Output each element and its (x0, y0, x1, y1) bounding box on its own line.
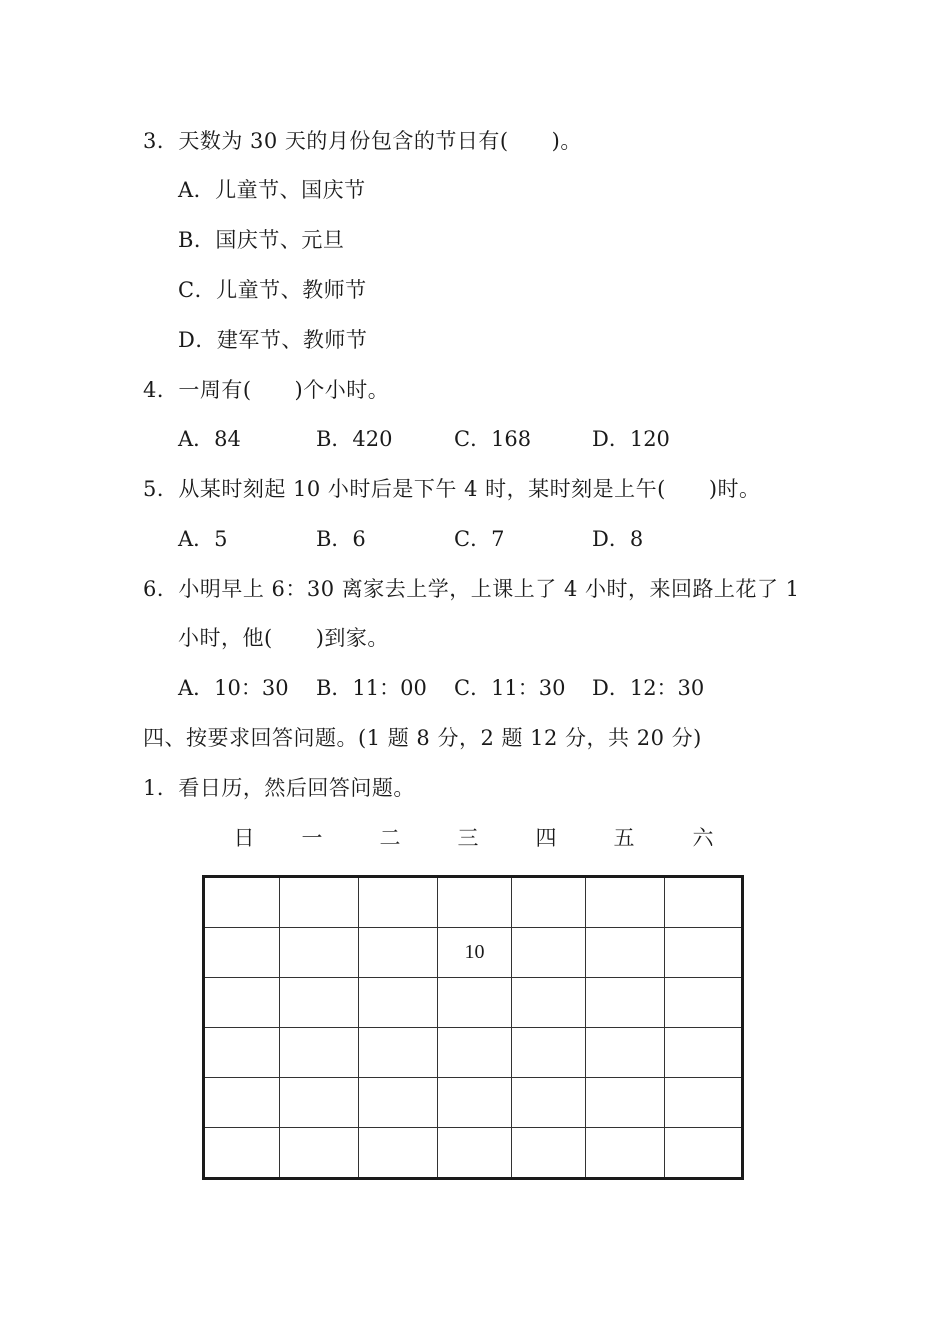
q5-option-b: B．6 (316, 527, 366, 551)
q6-option-c: C．11：30 (454, 676, 566, 700)
q3-stem: 3．天数为 30 天的月份包含的节日有( )。 (143, 129, 582, 153)
calendar-cell (438, 877, 512, 928)
q4-stem: 4．一周有( )个小时。 (143, 378, 390, 402)
calendar-row (204, 978, 743, 1028)
calendar-row (204, 928, 743, 978)
calendar-cell (359, 1028, 438, 1078)
q4-option-c: C．168 (454, 427, 532, 451)
calendar-row (204, 1128, 743, 1179)
calendar-cell (586, 928, 665, 978)
weekday-thu: 四 (535, 826, 557, 850)
q4-option-a: A．84 (178, 427, 241, 451)
q4-option-d: D．120 (592, 427, 670, 451)
q5-option-c: C．7 (454, 527, 505, 551)
calendar-cell (665, 1028, 743, 1078)
calendar-cell (512, 978, 586, 1028)
q3-option-a: A．儿童节、国庆节 (178, 178, 366, 202)
calendar-cell (204, 877, 280, 928)
calendar-row (204, 877, 743, 928)
weekday-tue: 二 (379, 826, 401, 850)
calendar-cell (280, 1128, 359, 1179)
calendar-cell (586, 1028, 665, 1078)
q3-option-b: B．国庆节、元旦 (178, 228, 345, 252)
calendar-cell (512, 1128, 586, 1179)
calendar-cell (204, 1078, 280, 1128)
section4-q1-stem: 1．看日历，然后回答问题。 (143, 776, 415, 800)
calendar-cell (359, 978, 438, 1028)
calendar-cell (665, 1078, 743, 1128)
weekday-sat: 六 (692, 826, 714, 850)
weekday-mon: 一 (301, 826, 323, 850)
calendar-cell (665, 1128, 743, 1179)
calendar-cell (359, 877, 438, 928)
calendar-row (204, 1078, 743, 1128)
q3-option-c: C．儿童节、教师节 (178, 278, 367, 302)
calendar-cell (438, 978, 512, 1028)
q5-stem: 5．从某时刻起 10 小时后是下午 4 时，某时刻是上午( )时。 (143, 477, 761, 501)
calendar-cell (512, 1028, 586, 1078)
calendar-cell (280, 877, 359, 928)
calendar-cell (280, 928, 359, 978)
calendar-cell-filled: 10 (438, 928, 512, 978)
calendar-cell (280, 978, 359, 1028)
q5-option-d: D．8 (592, 527, 644, 551)
calendar-cell (586, 978, 665, 1028)
q6-stem-line1: 6．小明早上 6：30 离家去上学，上课上了 4 小时，来回路上花了 1 (143, 577, 800, 601)
q6-stem-line2: 小时，他( )到家。 (178, 626, 389, 650)
calendar-cell (204, 1128, 280, 1179)
weekday-fri: 五 (613, 826, 635, 850)
calendar-cell (438, 1028, 512, 1078)
calendar-cell (586, 1128, 665, 1179)
q6-option-a: A．10：30 (178, 676, 289, 700)
calendar-cell (204, 978, 280, 1028)
calendar-cell (359, 1078, 438, 1128)
calendar-grid (202, 875, 744, 1180)
calendar-cell (280, 1028, 359, 1078)
q6-option-b: B．11：00 (316, 676, 427, 700)
q6-option-d: D．12：30 (592, 676, 705, 700)
calendar-cell (359, 1128, 438, 1179)
q4-option-b: B．420 (316, 427, 393, 451)
calendar-cell (512, 928, 586, 978)
calendar-cell (359, 928, 438, 978)
calendar-cell (665, 877, 743, 928)
weekday-sun: 日 (233, 826, 255, 850)
calendar-cell (204, 928, 280, 978)
section4-heading: 四、按要求回答问题。(1 题 8 分，2 题 12 分，共 20 分) (143, 726, 702, 750)
q5-option-a: A．5 (178, 527, 228, 551)
calendar-row (204, 1028, 743, 1078)
calendar-cell (512, 877, 586, 928)
q3-option-d: D．建军节、教师节 (178, 328, 368, 352)
calendar-cell (280, 1078, 359, 1128)
calendar-cell (586, 1078, 665, 1128)
weekday-wed: 三 (457, 826, 479, 850)
calendar-cell (438, 1078, 512, 1128)
calendar-cell (586, 877, 665, 928)
calendar-cell (438, 1128, 512, 1179)
calendar-cell (512, 1078, 586, 1128)
calendar-cell (665, 978, 743, 1028)
calendar-cell (665, 928, 743, 978)
calendar-cell (204, 1028, 280, 1078)
